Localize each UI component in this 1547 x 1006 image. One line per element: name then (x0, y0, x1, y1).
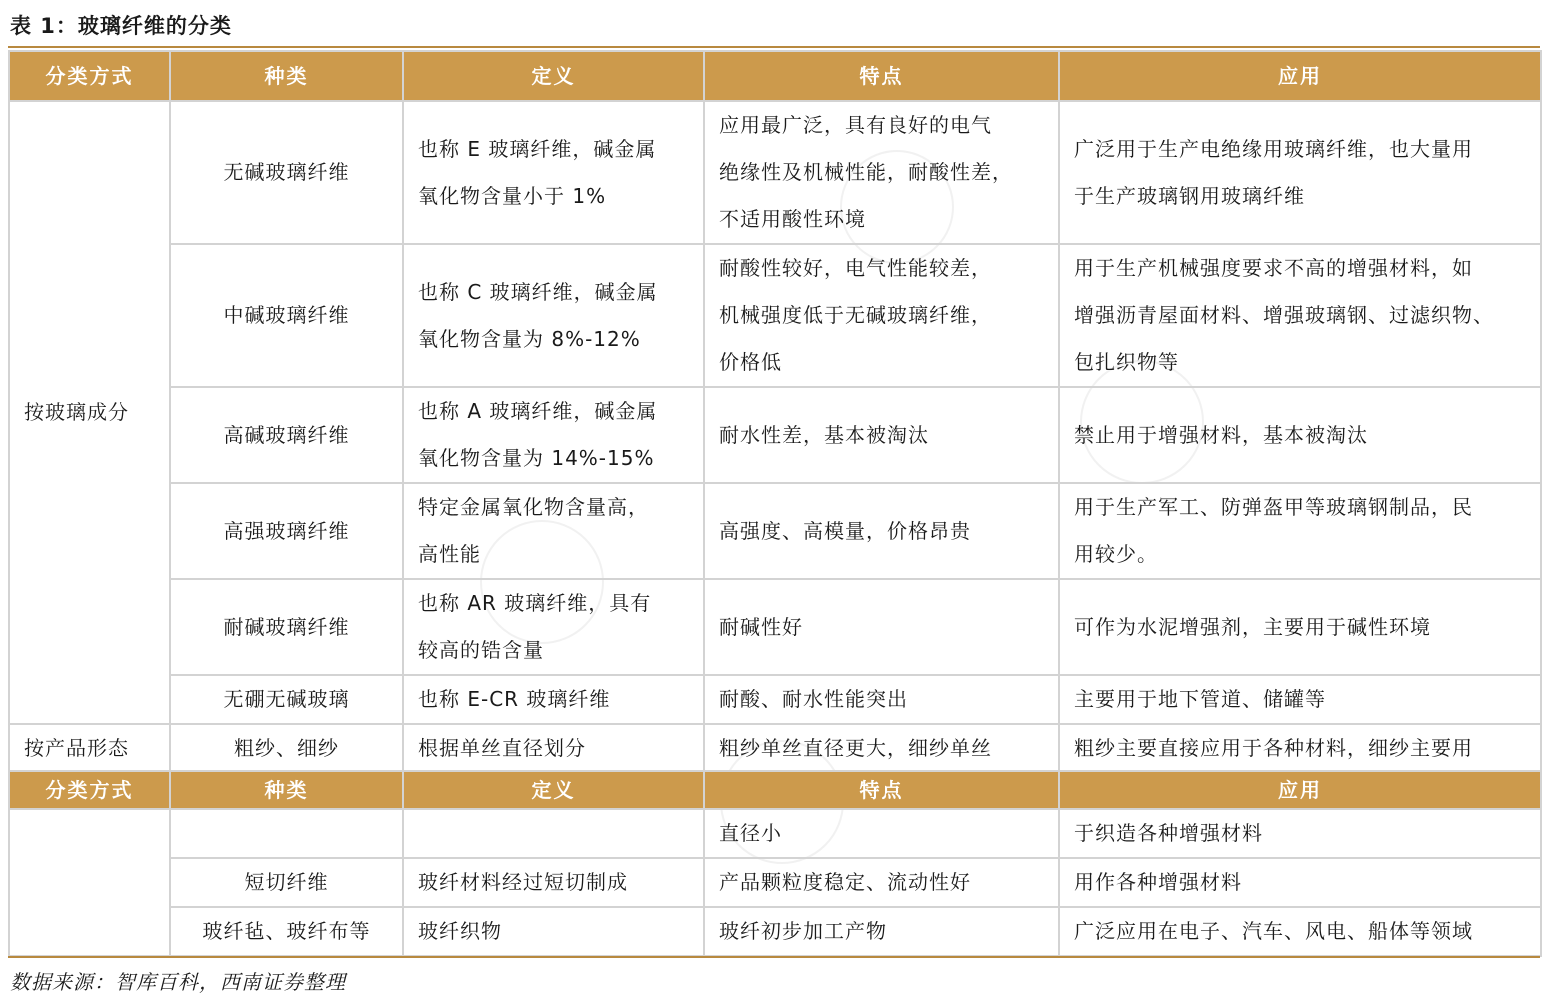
feature-cell: 粗纱单丝直径更大，细纱单丝 (704, 724, 1059, 773)
feature-cell: 直径小 (704, 809, 1059, 858)
header-application: 应用 (1059, 51, 1541, 101)
header-row (9, 51, 1541, 101)
table-row (9, 675, 1541, 724)
table-row (9, 724, 1541, 773)
header-feature: 特点 (704, 771, 1059, 809)
table-row (9, 858, 1541, 907)
type-cell: 无硼无碱玻璃 (170, 675, 403, 724)
type-cell: 无碱玻璃纤维 (170, 101, 403, 244)
header-method: 分类方式 (9, 51, 170, 101)
table-row (9, 101, 1541, 244)
application-cell: 用于生产军工、防弹盔甲等玻璃钢制品，民 用较少。 (1059, 483, 1541, 579)
table-row (9, 907, 1541, 956)
table-row (9, 387, 1541, 483)
header-definition: 定义 (403, 51, 704, 101)
application-cell: 粗纱主要直接应用于各种材料，细纱主要用 (1059, 724, 1541, 773)
classification-table (8, 50, 1542, 774)
application-cell: 于织造各种增强材料 (1059, 809, 1541, 858)
type-cell: 中碱玻璃纤维 (170, 244, 403, 387)
table-title: 表 1：玻璃纤维的分类 (10, 14, 232, 38)
feature-cell: 耐酸性较好，电气性能较差， 机械强度低于无碱玻璃纤维， 价格低 (704, 244, 1059, 387)
feature-cell: 耐碱性好 (704, 579, 1059, 675)
definition-cell: 根据单丝直径划分 (403, 724, 704, 773)
application-cell: 广泛用于生产电绝缘用玻璃纤维，也大量用 于生产玻璃钢用玻璃纤维 (1059, 101, 1541, 244)
definition-cell: 特定金属氧化物含量高， 高性能 (403, 483, 704, 579)
definition-cell (403, 809, 704, 858)
group-label: 按产品形态 (9, 724, 170, 773)
feature-cell: 产品颗粒度稳定、流动性好 (704, 858, 1059, 907)
group-label (9, 809, 170, 956)
feature-cell: 耐酸、耐水性能突出 (704, 675, 1059, 724)
type-cell: 高碱玻璃纤维 (170, 387, 403, 483)
table-row (9, 579, 1541, 675)
definition-cell: 也称 C 玻璃纤维，碱金属 氧化物含量为 8%-12% (403, 244, 704, 387)
application-cell: 广泛应用在电子、汽车、风电、船体等领域 (1059, 907, 1541, 956)
application-cell: 用于生产机械强度要求不高的增强材料，如 增强沥青屋面材料、增强玻璃钢、过滤织物、 包扎织物等 (1059, 244, 1541, 387)
header-definition: 定义 (403, 771, 704, 809)
feature-cell: 应用最广泛，具有良好的电气 绝缘性及机械性能，耐酸性差， 不适用酸性环境 (704, 101, 1059, 244)
type-cell: 高强玻璃纤维 (170, 483, 403, 579)
group-label: 按玻璃成分 (9, 101, 170, 724)
header-feature: 特点 (704, 51, 1059, 101)
definition-cell: 玻纤材料经过短切制成 (403, 858, 704, 907)
header-type: 种类 (170, 51, 403, 101)
table-row (9, 244, 1541, 387)
type-cell: 玻纤毡、玻纤布等 (170, 907, 403, 956)
type-cell: 粗纱、细纱 (170, 724, 403, 773)
definition-cell: 也称 AR 玻璃纤维，具有 较高的锆含量 (403, 579, 704, 675)
feature-cell: 玻纤初步加工产物 (704, 907, 1059, 956)
table-row (9, 809, 1541, 858)
application-cell: 用作各种增强材料 (1059, 858, 1541, 907)
title-rule (8, 46, 1540, 48)
bottom-rule (8, 956, 1540, 958)
type-cell (170, 809, 403, 858)
type-cell: 耐碱玻璃纤维 (170, 579, 403, 675)
header-type: 种类 (170, 771, 403, 809)
feature-cell: 耐水性差，基本被淘汰 (704, 387, 1059, 483)
definition-cell: 也称 A 玻璃纤维，碱金属 氧化物含量为 14%-15% (403, 387, 704, 483)
classification-table-continued (8, 770, 1542, 957)
header-row (9, 771, 1541, 809)
feature-cell: 高强度、高模量，价格昂贵 (704, 483, 1059, 579)
source-note: 数据来源：智库百科，西南证券整理 (10, 970, 346, 994)
header-method: 分类方式 (9, 771, 170, 809)
definition-cell: 也称 E-CR 玻璃纤维 (403, 675, 704, 724)
application-cell: 主要用于地下管道、储罐等 (1059, 675, 1541, 724)
type-cell: 短切纤维 (170, 858, 403, 907)
definition-cell: 玻纤织物 (403, 907, 704, 956)
table-row (9, 483, 1541, 579)
definition-cell: 也称 E 玻璃纤维，碱金属 氧化物含量小于 1% (403, 101, 704, 244)
application-cell: 可作为水泥增强剂，主要用于碱性环境 (1059, 579, 1541, 675)
application-cell: 禁止用于增强材料，基本被淘汰 (1059, 387, 1541, 483)
header-application: 应用 (1059, 771, 1541, 809)
